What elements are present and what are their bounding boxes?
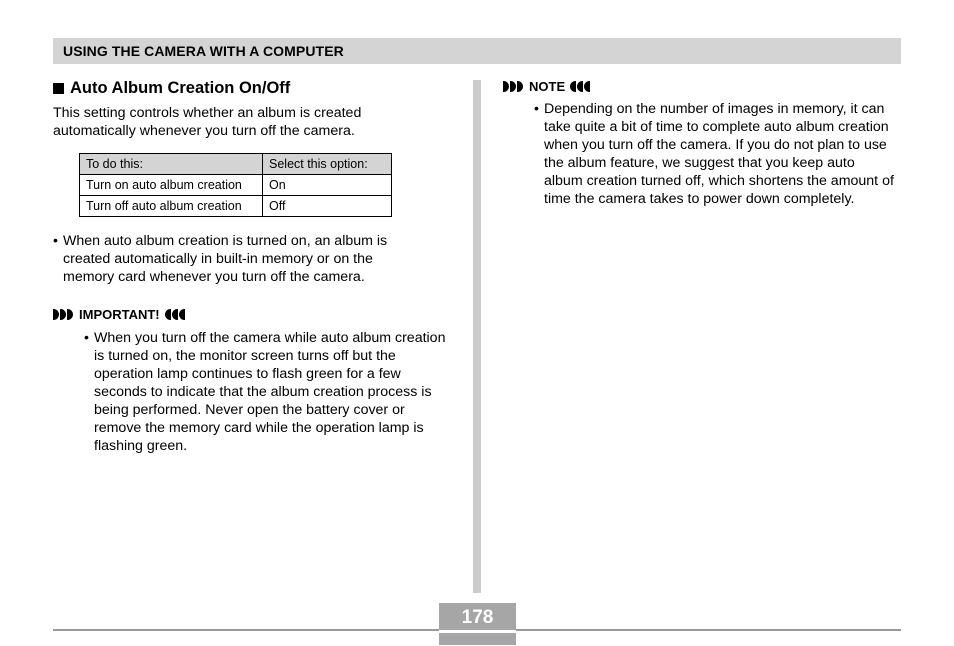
bullet-dot: • (84, 330, 89, 346)
section-title (53, 78, 458, 98)
right-arrows-icon (53, 309, 74, 320)
note-bullet (534, 100, 896, 208)
section-title-text: Auto Album Creation On/Off (70, 78, 291, 97)
table-row (80, 196, 392, 217)
left-arrows-icon (165, 309, 186, 320)
note-label: NOTE (529, 78, 566, 94)
column-divider (473, 80, 481, 593)
bullet-dot: • (534, 101, 539, 117)
important-bullet (84, 329, 454, 455)
page-box-stripe (439, 630, 516, 633)
page-number: 178 (461, 607, 494, 628)
table-row (80, 175, 392, 196)
important-text: When you turn off the camera while auto album creation is turned on, the monitor screen turns off but the operation lamp continues to flash green for a few seconds to indicate that the album creation process is being performed. Never open the battery cover or remove the memory card while the operation lamp is flashing green. (94, 330, 446, 454)
table-cell: On (263, 175, 392, 196)
left-column (53, 78, 458, 454)
table-header-row (80, 154, 392, 175)
header-title: USING THE CAMERA WITH A COMPUTER (63, 43, 344, 59)
left-arrows-icon (570, 81, 591, 92)
options-table (79, 153, 392, 217)
black-square-icon (53, 83, 64, 94)
bullet-text: When auto album creation is turned on, an album is created automatically in built-in memory or on the memory card whenever you turn off the camera. (63, 233, 388, 285)
table-cell: Turn off auto album creation (80, 196, 263, 217)
page-number-box (439, 603, 516, 645)
header-bar (53, 38, 901, 64)
note-heading (503, 78, 596, 94)
important-heading (53, 306, 191, 322)
right-arrows-icon (503, 81, 524, 92)
important-label: IMPORTANT! (79, 306, 160, 322)
table-cell: Turn on auto album creation (80, 175, 263, 196)
bullet-dot: • (53, 233, 58, 249)
intro-paragraph: This setting controls whether an album is created automatically whenever you turn off the camera. (53, 105, 362, 139)
table-header-cell: Select this option: (263, 154, 392, 175)
table-cell: Off (263, 196, 392, 217)
note-text: Depending on the number of images in memory, it can take quite a bit of time to complete auto album creation when you turn off the camera. If you do not plan to use the album feature, we suggest that you keep auto album creation turned off, which shortens the amount of time the camera takes to power down completely. (544, 101, 894, 207)
bullet-item (53, 232, 423, 286)
table-header-cell: To do this: (80, 154, 263, 175)
